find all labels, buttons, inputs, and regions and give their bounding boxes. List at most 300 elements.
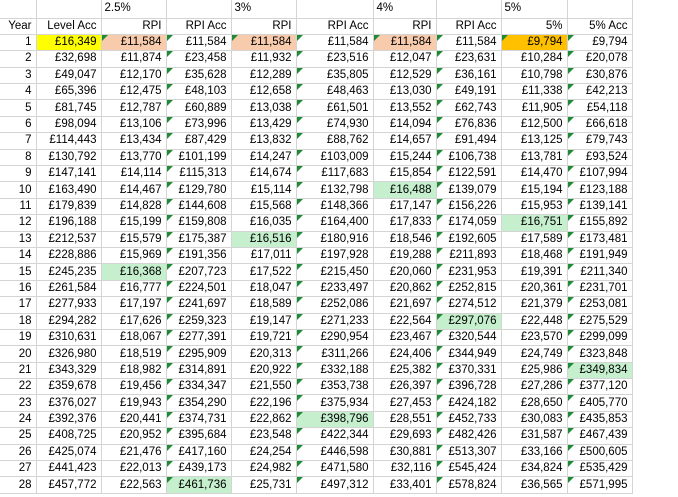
value-cell[interactable]: £33,166 (501, 444, 567, 460)
value-cell[interactable]: £452,733 (436, 411, 501, 427)
year-cell[interactable]: 24 (0, 411, 36, 427)
value-cell[interactable]: £18,982 (101, 362, 166, 378)
value-cell[interactable]: £54,118 (567, 100, 632, 116)
value-cell[interactable]: £16,777 (101, 280, 166, 296)
value-cell[interactable]: £375,934 (296, 395, 373, 411)
rate-header-cell[interactable]: 5% (501, 0, 567, 18)
value-cell[interactable]: £35,805 (296, 67, 373, 83)
value-cell[interactable]: £15,854 (373, 166, 436, 182)
value-cell[interactable]: £15,194 (501, 182, 567, 198)
value-cell[interactable]: £11,584 (231, 34, 296, 50)
value-cell[interactable]: £482,426 (436, 428, 501, 444)
value-cell[interactable]: £26,397 (373, 379, 436, 395)
value-cell[interactable]: £13,781 (501, 149, 567, 165)
rate-header-cell[interactable]: 2.5% (101, 0, 166, 18)
value-cell[interactable]: £175,387 (166, 231, 231, 247)
value-cell[interactable]: £74,930 (296, 116, 373, 132)
value-cell[interactable]: £441,423 (36, 461, 101, 477)
value-cell[interactable]: £20,313 (231, 346, 296, 362)
column-header-cell[interactable]: RPI (101, 18, 166, 34)
value-cell[interactable]: £471,580 (296, 461, 373, 477)
year-cell[interactable]: 10 (0, 182, 36, 198)
value-cell[interactable]: £417,160 (166, 444, 231, 460)
value-cell[interactable]: £343,329 (36, 362, 101, 378)
column-header-cell[interactable]: RPI (373, 18, 436, 34)
value-cell[interactable]: £349,834 (567, 362, 632, 378)
year-cell[interactable]: 5 (0, 100, 36, 116)
rate-header-cell[interactable] (0, 0, 36, 18)
value-cell[interactable]: £192,605 (436, 231, 501, 247)
column-header-cell[interactable]: Year (0, 18, 36, 34)
year-cell[interactable]: 26 (0, 444, 36, 460)
value-cell[interactable]: £24,406 (373, 346, 436, 362)
value-cell[interactable]: £261,584 (36, 280, 101, 296)
value-cell[interactable]: £211,893 (436, 247, 501, 263)
value-cell[interactable]: £174,059 (436, 215, 501, 231)
value-cell[interactable]: £13,038 (231, 100, 296, 116)
value-cell[interactable]: £144,608 (166, 198, 231, 214)
value-cell[interactable]: £425,074 (36, 444, 101, 460)
value-cell[interactable]: £253,081 (567, 297, 632, 313)
value-cell[interactable]: £17,522 (231, 264, 296, 280)
value-cell[interactable]: £12,787 (101, 100, 166, 116)
value-cell[interactable]: £224,501 (166, 280, 231, 296)
value-cell[interactable]: £62,743 (436, 100, 501, 116)
value-cell[interactable]: £207,723 (166, 264, 231, 280)
value-cell[interactable]: £139,141 (567, 198, 632, 214)
value-cell[interactable]: £12,500 (501, 116, 567, 132)
value-cell[interactable]: £32,116 (373, 461, 436, 477)
value-cell[interactable]: £16,349 (36, 34, 101, 50)
value-cell[interactable]: £13,429 (231, 116, 296, 132)
value-cell[interactable]: £19,288 (373, 247, 436, 263)
value-cell[interactable]: £215,450 (296, 264, 373, 280)
value-cell[interactable]: £25,731 (231, 477, 296, 493)
value-cell[interactable]: £191,949 (567, 247, 632, 263)
value-cell[interactable]: £12,289 (231, 67, 296, 83)
value-cell[interactable]: £20,952 (101, 428, 166, 444)
value-cell[interactable]: £98,094 (36, 116, 101, 132)
value-cell[interactable]: £212,537 (36, 231, 101, 247)
value-cell[interactable]: £271,233 (296, 313, 373, 329)
value-cell[interactable]: £49,047 (36, 67, 101, 83)
value-cell[interactable]: £36,161 (436, 67, 501, 83)
value-cell[interactable]: £196,188 (36, 215, 101, 231)
value-cell[interactable]: £14,114 (101, 166, 166, 182)
value-cell[interactable]: £395,684 (166, 428, 231, 444)
value-cell[interactable]: £457,772 (36, 477, 101, 493)
value-cell[interactable]: £252,815 (436, 280, 501, 296)
value-cell[interactable]: £30,083 (501, 411, 567, 427)
value-cell[interactable]: £15,969 (101, 247, 166, 263)
year-cell[interactable]: 18 (0, 313, 36, 329)
value-cell[interactable]: £14,467 (101, 182, 166, 198)
value-cell[interactable]: £18,519 (101, 346, 166, 362)
value-cell[interactable]: £18,589 (231, 297, 296, 313)
value-cell[interactable]: £398,796 (296, 411, 373, 427)
value-cell[interactable]: £22,564 (373, 313, 436, 329)
value-cell[interactable]: £15,568 (231, 198, 296, 214)
value-cell[interactable]: £233,497 (296, 280, 373, 296)
value-cell[interactable]: £24,982 (231, 461, 296, 477)
value-cell[interactable]: £66,618 (567, 116, 632, 132)
value-cell[interactable]: £29,693 (373, 428, 436, 444)
value-cell[interactable]: £424,182 (436, 395, 501, 411)
value-cell[interactable]: £461,736 (166, 477, 231, 493)
value-cell[interactable]: £20,361 (501, 280, 567, 296)
value-cell[interactable]: £13,106 (101, 116, 166, 132)
value-cell[interactable]: £353,738 (296, 379, 373, 395)
value-cell[interactable]: £93,524 (567, 149, 632, 165)
value-cell[interactable]: £22,563 (101, 477, 166, 493)
value-cell[interactable]: £180,916 (296, 231, 373, 247)
value-cell[interactable]: £24,254 (231, 444, 296, 460)
value-cell[interactable]: £35,628 (166, 67, 231, 83)
value-cell[interactable]: £10,284 (501, 51, 567, 67)
year-cell[interactable]: 28 (0, 477, 36, 493)
value-cell[interactable]: £156,226 (436, 198, 501, 214)
value-cell[interactable]: £11,338 (501, 84, 567, 100)
value-cell[interactable]: £228,886 (36, 247, 101, 263)
column-header-cell[interactable]: RPI Acc (436, 18, 501, 34)
value-cell[interactable]: £545,424 (436, 461, 501, 477)
value-cell[interactable]: £294,282 (36, 313, 101, 329)
value-cell[interactable]: £114,443 (36, 133, 101, 149)
value-cell[interactable]: £19,456 (101, 379, 166, 395)
value-cell[interactable]: £33,401 (373, 477, 436, 493)
value-cell[interactable]: £15,579 (101, 231, 166, 247)
value-cell[interactable]: £245,235 (36, 264, 101, 280)
value-cell[interactable]: £13,030 (373, 84, 436, 100)
value-cell[interactable]: £396,728 (436, 379, 501, 395)
value-cell[interactable]: £61,501 (296, 100, 373, 116)
value-cell[interactable]: £9,794 (567, 34, 632, 50)
value-cell[interactable]: £22,448 (501, 313, 567, 329)
value-cell[interactable]: £23,570 (501, 329, 567, 345)
value-cell[interactable]: £18,468 (501, 247, 567, 263)
value-cell[interactable]: £11,584 (101, 34, 166, 50)
value-cell[interactable]: £392,376 (36, 411, 101, 427)
year-cell[interactable]: 8 (0, 149, 36, 165)
value-cell[interactable]: £30,881 (373, 444, 436, 460)
value-cell[interactable]: £12,170 (101, 67, 166, 83)
value-cell[interactable]: £25,986 (501, 362, 567, 378)
year-cell[interactable]: 9 (0, 166, 36, 182)
value-cell[interactable]: £513,307 (436, 444, 501, 460)
value-cell[interactable]: £81,745 (36, 100, 101, 116)
rate-header-cell[interactable] (567, 0, 632, 18)
value-cell[interactable]: £11,584 (296, 34, 373, 50)
year-cell[interactable]: 7 (0, 133, 36, 149)
value-cell[interactable]: £139,079 (436, 182, 501, 198)
value-cell[interactable]: £23,467 (373, 329, 436, 345)
value-cell[interactable]: £252,086 (296, 297, 373, 313)
value-cell[interactable]: £147,141 (36, 166, 101, 182)
value-cell[interactable]: £20,862 (373, 280, 436, 296)
value-cell[interactable]: £15,244 (373, 149, 436, 165)
value-cell[interactable]: £16,488 (373, 182, 436, 198)
value-cell[interactable]: £326,980 (36, 346, 101, 362)
value-cell[interactable]: £18,047 (231, 280, 296, 296)
value-cell[interactable]: £22,013 (101, 461, 166, 477)
value-cell[interactable]: £311,266 (296, 346, 373, 362)
value-cell[interactable]: £374,731 (166, 411, 231, 427)
value-cell[interactable]: £164,400 (296, 215, 373, 231)
value-cell[interactable]: £500,605 (567, 444, 632, 460)
value-cell[interactable]: £30,876 (567, 67, 632, 83)
value-cell[interactable]: £16,035 (231, 215, 296, 231)
value-cell[interactable]: £12,529 (373, 67, 436, 83)
value-cell[interactable]: £36,565 (501, 477, 567, 493)
value-cell[interactable]: £24,749 (501, 346, 567, 362)
value-cell[interactable]: £191,356 (166, 247, 231, 263)
year-cell[interactable]: 14 (0, 247, 36, 263)
column-header-cell[interactable]: RPI (231, 18, 296, 34)
value-cell[interactable]: £17,197 (101, 297, 166, 313)
value-cell[interactable]: £42,213 (567, 84, 632, 100)
value-cell[interactable]: £91,494 (436, 133, 501, 149)
value-cell[interactable]: £11,584 (436, 34, 501, 50)
year-cell[interactable]: 17 (0, 297, 36, 313)
value-cell[interactable]: £60,889 (166, 100, 231, 116)
value-cell[interactable]: £19,721 (231, 329, 296, 345)
value-cell[interactable]: £332,188 (296, 362, 373, 378)
value-cell[interactable]: £15,199 (101, 215, 166, 231)
value-cell[interactable]: £11,874 (101, 51, 166, 67)
year-cell[interactable]: 6 (0, 116, 36, 132)
value-cell[interactable]: £275,529 (567, 313, 632, 329)
value-cell[interactable]: £11,905 (501, 100, 567, 116)
value-cell[interactable]: £197,928 (296, 247, 373, 263)
value-cell[interactable]: £497,312 (296, 477, 373, 493)
column-header-cell[interactable]: Level Acc (36, 18, 101, 34)
value-cell[interactable]: £31,587 (501, 428, 567, 444)
year-cell[interactable]: 19 (0, 329, 36, 345)
value-cell[interactable]: £9,794 (501, 34, 567, 50)
value-cell[interactable]: £535,429 (567, 461, 632, 477)
value-cell[interactable]: £22,196 (231, 395, 296, 411)
value-cell[interactable]: £23,458 (166, 51, 231, 67)
value-cell[interactable]: £27,453 (373, 395, 436, 411)
value-cell[interactable]: £14,828 (101, 198, 166, 214)
year-cell[interactable]: 25 (0, 428, 36, 444)
value-cell[interactable]: £290,954 (296, 329, 373, 345)
value-cell[interactable]: £16,368 (101, 264, 166, 280)
value-cell[interactable]: £310,631 (36, 329, 101, 345)
column-header-cell[interactable]: 5% Acc (567, 18, 632, 34)
rate-header-cell[interactable] (436, 0, 501, 18)
value-cell[interactable]: £117,683 (296, 166, 373, 182)
value-cell[interactable]: £295,909 (166, 346, 231, 362)
value-cell[interactable]: £88,762 (296, 133, 373, 149)
value-cell[interactable]: £49,191 (436, 84, 501, 100)
value-cell[interactable]: £274,512 (436, 297, 501, 313)
value-cell[interactable]: £14,247 (231, 149, 296, 165)
value-cell[interactable]: £23,516 (296, 51, 373, 67)
value-cell[interactable]: £87,429 (166, 133, 231, 149)
value-cell[interactable]: £28,551 (373, 411, 436, 427)
column-header-cell[interactable]: RPI Acc (166, 18, 231, 34)
rate-header-cell[interactable] (166, 0, 231, 18)
value-cell[interactable]: £376,027 (36, 395, 101, 411)
value-cell[interactable]: £16,516 (231, 231, 296, 247)
value-cell[interactable]: £10,798 (501, 67, 567, 83)
year-cell[interactable]: 23 (0, 395, 36, 411)
rate-header-cell[interactable] (36, 0, 101, 18)
value-cell[interactable]: £15,953 (501, 198, 567, 214)
year-cell[interactable]: 27 (0, 461, 36, 477)
value-cell[interactable]: £277,933 (36, 297, 101, 313)
year-cell[interactable]: 12 (0, 215, 36, 231)
value-cell[interactable]: £65,396 (36, 84, 101, 100)
value-cell[interactable]: £571,995 (567, 477, 632, 493)
value-cell[interactable]: £159,808 (166, 215, 231, 231)
value-cell[interactable]: £34,824 (501, 461, 567, 477)
value-cell[interactable]: £18,546 (373, 231, 436, 247)
value-cell[interactable]: £18,067 (101, 329, 166, 345)
value-cell[interactable]: £13,125 (501, 133, 567, 149)
value-cell[interactable]: £359,678 (36, 379, 101, 395)
year-cell[interactable]: 13 (0, 231, 36, 247)
value-cell[interactable]: £13,770 (101, 149, 166, 165)
value-cell[interactable]: £17,589 (501, 231, 567, 247)
value-cell[interactable]: £173,481 (567, 231, 632, 247)
value-cell[interactable]: £27,286 (501, 379, 567, 395)
value-cell[interactable]: £107,994 (567, 166, 632, 182)
value-cell[interactable]: £106,738 (436, 149, 501, 165)
value-cell[interactable]: £12,475 (101, 84, 166, 100)
value-cell[interactable]: £334,347 (166, 379, 231, 395)
value-cell[interactable]: £299,099 (567, 329, 632, 345)
value-cell[interactable]: £132,798 (296, 182, 373, 198)
value-cell[interactable]: £179,839 (36, 198, 101, 214)
year-cell[interactable]: 16 (0, 280, 36, 296)
year-cell[interactable]: 1 (0, 34, 36, 50)
value-cell[interactable]: £14,674 (231, 166, 296, 182)
value-cell[interactable]: £79,743 (567, 133, 632, 149)
value-cell[interactable]: £435,853 (567, 411, 632, 427)
value-cell[interactable]: £320,544 (436, 329, 501, 345)
rate-header-cell[interactable]: 4% (373, 0, 436, 18)
year-cell[interactable]: 4 (0, 84, 36, 100)
year-cell[interactable]: 3 (0, 67, 36, 83)
value-cell[interactable]: £115,313 (166, 166, 231, 182)
value-cell[interactable]: £20,078 (567, 51, 632, 67)
value-cell[interactable]: £21,550 (231, 379, 296, 395)
value-cell[interactable]: £13,552 (373, 100, 436, 116)
value-cell[interactable]: £354,290 (166, 395, 231, 411)
value-cell[interactable]: £19,147 (231, 313, 296, 329)
value-cell[interactable]: £12,047 (373, 51, 436, 67)
value-cell[interactable]: £408,725 (36, 428, 101, 444)
year-cell[interactable]: 21 (0, 362, 36, 378)
value-cell[interactable]: £14,657 (373, 133, 436, 149)
value-cell[interactable]: £13,434 (101, 133, 166, 149)
value-cell[interactable]: £277,391 (166, 329, 231, 345)
value-cell[interactable]: £14,470 (501, 166, 567, 182)
value-cell[interactable]: £20,922 (231, 362, 296, 378)
value-cell[interactable]: £17,833 (373, 215, 436, 231)
column-header-cell[interactable]: 5% (501, 18, 567, 34)
value-cell[interactable]: £148,366 (296, 198, 373, 214)
value-cell[interactable]: £405,770 (567, 395, 632, 411)
value-cell[interactable]: £22,862 (231, 411, 296, 427)
value-cell[interactable]: £123,188 (567, 182, 632, 198)
value-cell[interactable]: £17,626 (101, 313, 166, 329)
value-cell[interactable]: £377,120 (567, 379, 632, 395)
value-cell[interactable]: £17,011 (231, 247, 296, 263)
value-cell[interactable]: £422,344 (296, 428, 373, 444)
value-cell[interactable]: £13,832 (231, 133, 296, 149)
value-cell[interactable]: £578,824 (436, 477, 501, 493)
value-cell[interactable]: £11,584 (373, 34, 436, 50)
value-cell[interactable]: £129,780 (166, 182, 231, 198)
value-cell[interactable]: £28,650 (501, 395, 567, 411)
value-cell[interactable]: £370,331 (436, 362, 501, 378)
year-cell[interactable]: 20 (0, 346, 36, 362)
value-cell[interactable]: £297,076 (436, 313, 501, 329)
value-cell[interactable]: £323,848 (567, 346, 632, 362)
value-cell[interactable]: £467,439 (567, 428, 632, 444)
value-cell[interactable]: £11,932 (231, 51, 296, 67)
value-cell[interactable]: £25,382 (373, 362, 436, 378)
value-cell[interactable]: £23,548 (231, 428, 296, 444)
value-cell[interactable]: £439,173 (166, 461, 231, 477)
value-cell[interactable]: £32,698 (36, 51, 101, 67)
value-cell[interactable]: £20,441 (101, 411, 166, 427)
value-cell[interactable]: £11,584 (166, 34, 231, 50)
value-cell[interactable]: £23,631 (436, 51, 501, 67)
year-cell[interactable]: 2 (0, 51, 36, 67)
rate-header-cell[interactable]: 3% (231, 0, 296, 18)
value-cell[interactable]: £73,996 (166, 116, 231, 132)
column-header-cell[interactable]: RPI Acc (296, 18, 373, 34)
value-cell[interactable]: £103,009 (296, 149, 373, 165)
value-cell[interactable]: £259,323 (166, 313, 231, 329)
value-cell[interactable]: £17,147 (373, 198, 436, 214)
value-cell[interactable]: £19,391 (501, 264, 567, 280)
year-cell[interactable]: 22 (0, 379, 36, 395)
rate-header-cell[interactable] (296, 0, 373, 18)
value-cell[interactable]: £48,103 (166, 84, 231, 100)
value-cell[interactable]: £241,697 (166, 297, 231, 313)
value-cell[interactable]: £48,463 (296, 84, 373, 100)
value-cell[interactable]: £163,490 (36, 182, 101, 198)
value-cell[interactable]: £231,953 (436, 264, 501, 280)
value-cell[interactable]: £76,836 (436, 116, 501, 132)
value-cell[interactable]: £344,949 (436, 346, 501, 362)
value-cell[interactable]: £20,060 (373, 264, 436, 280)
value-cell[interactable]: £12,658 (231, 84, 296, 100)
value-cell[interactable]: £155,892 (567, 215, 632, 231)
year-cell[interactable]: 11 (0, 198, 36, 214)
value-cell[interactable]: £21,697 (373, 297, 436, 313)
value-cell[interactable]: £122,591 (436, 166, 501, 182)
value-cell[interactable]: £16,751 (501, 215, 567, 231)
value-cell[interactable]: £19,943 (101, 395, 166, 411)
value-cell[interactable]: £21,476 (101, 444, 166, 460)
value-cell[interactable]: £211,340 (567, 264, 632, 280)
value-cell[interactable]: £14,094 (373, 116, 436, 132)
value-cell[interactable]: £101,199 (166, 149, 231, 165)
value-cell[interactable]: £15,114 (231, 182, 296, 198)
value-cell[interactable]: £314,891 (166, 362, 231, 378)
value-cell[interactable]: £446,598 (296, 444, 373, 460)
value-cell[interactable]: £130,792 (36, 149, 101, 165)
value-cell[interactable]: £231,701 (567, 280, 632, 296)
year-cell[interactable]: 15 (0, 264, 36, 280)
value-cell[interactable]: £21,379 (501, 297, 567, 313)
